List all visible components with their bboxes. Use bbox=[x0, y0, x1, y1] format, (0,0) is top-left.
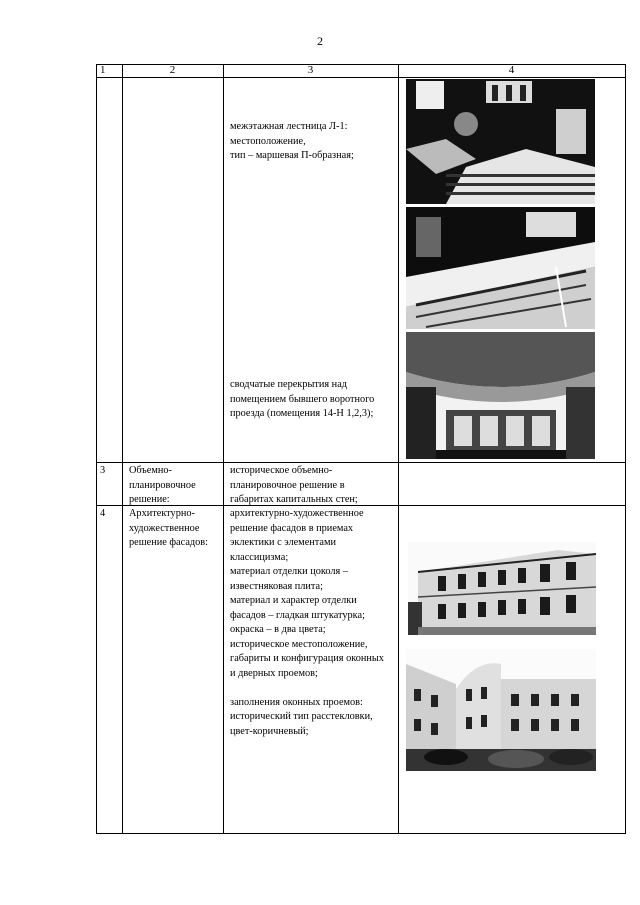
column-divider-3 bbox=[398, 64, 399, 834]
header-col-2: 2 bbox=[169, 64, 176, 76]
table-border-right bbox=[625, 64, 626, 834]
protection-subject-table bbox=[96, 64, 626, 834]
staircase-photo-2 bbox=[406, 207, 595, 329]
facade-photo-1 bbox=[408, 542, 596, 635]
header-col-4: 4 bbox=[508, 64, 515, 76]
row4-number: 4 bbox=[100, 508, 106, 519]
row3-top-divider bbox=[96, 462, 626, 463]
header-col-1: 1 bbox=[100, 64, 106, 76]
row3-name: Объемно- планировочное решение: bbox=[129, 465, 196, 505]
vaulted-ceiling-photo bbox=[406, 332, 595, 459]
table-border-left bbox=[96, 64, 97, 834]
header-col-3: 3 bbox=[307, 64, 314, 76]
staircase-description: межэтажная лестница Л-1: местоположение, тип – маршевая П-образная; bbox=[230, 121, 354, 161]
row3-description: историческое объемно- планировочное решение в габаритах капитальных стен; bbox=[230, 465, 358, 505]
row3-number: 3 bbox=[100, 465, 106, 476]
page-number: 2 bbox=[317, 34, 323, 48]
facade-photo-2 bbox=[406, 649, 596, 771]
row4-description: архитектурно-художественное решение фасадов в приемах эклектики с элементами классицизма; материал отделки цоколя – известняковая плита; материал и характер отделки фасадов – гладкая штукатурка; окраска – в два цвета; историческое местоположение, габариты и конфигурация оконных и дверных проемов; заполнения оконных проемов: исторический тип расстекловки, цвет-коричневый; bbox=[230, 508, 384, 737]
header-divider bbox=[96, 77, 626, 78]
column-divider-2 bbox=[223, 64, 224, 834]
vaulted-ceiling-description: сводчатые перекрытия над помещением бывшего воротного проезда (помещения 14-Н 1,2,3); bbox=[230, 379, 375, 419]
column-divider-1 bbox=[122, 64, 123, 834]
staircase-photo-1 bbox=[406, 79, 595, 204]
table-border-bottom bbox=[96, 833, 626, 834]
row4-name: Архитектурно- художественное решение фасадов: bbox=[129, 508, 209, 548]
